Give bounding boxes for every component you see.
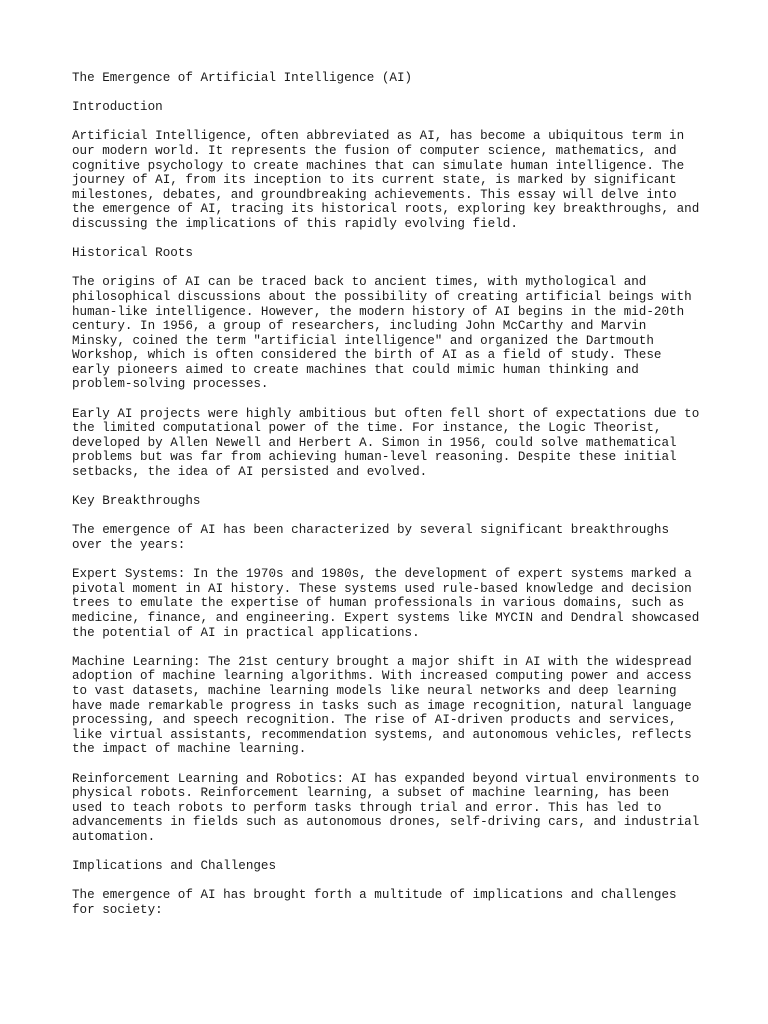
text-line: developed by Allen Newell and Herbert A. Simon in 1956, could solve mathematical (72, 435, 677, 450)
paragraph (72, 655, 712, 757)
text-line: Workshop, which is often considered the birth of AI as a field of study. These (72, 348, 662, 363)
text-line: cognitive psychology to create machines that can simulate human intelligence. The (72, 158, 685, 173)
paragraph (72, 567, 712, 640)
text-line: the potential of AI in practical applications. (72, 625, 420, 640)
paragraph (72, 275, 712, 392)
text-line: physical robots. Reinforcement learning, a subset of machine learning, has been (72, 786, 670, 801)
text-line: century. In 1956, a group of researchers, including John McCarthy and Marvin (72, 319, 647, 334)
text-line: the impact of machine learning. (72, 742, 307, 757)
text-line: the emergence of AI, tracing its historical roots, exploring key breakthroughs, and (72, 202, 700, 217)
text-line: human-like intelligence. However, the modern history of AI begins in the mid-20th (72, 304, 685, 319)
text-line: adoption of machine learning algorithms. With increased computing power and access (72, 669, 692, 684)
text-line: have made remarkable progress in tasks such as image recognition, natural language (72, 698, 692, 713)
paragraph (72, 523, 712, 552)
title-line: The Emergence of Artificial Intelligence (AI) (72, 71, 413, 85)
section-heading (72, 100, 712, 115)
text-line: Artificial Intelligence, often abbreviated as AI, has become a ubiquitous term in (72, 129, 685, 144)
text-line: The emergence of AI has brought forth a multitude of implications and challenges (72, 888, 677, 903)
text-line: milestones, debates, and groundbreaking achievements. This essay will delve into (72, 187, 677, 202)
text-line: for society: (72, 902, 163, 917)
paragraph (72, 772, 712, 845)
text-line: Reinforcement Learning and Robotics: AI has expanded beyond virtual environments to (72, 771, 700, 786)
text-line: like virtual assistants, recommendation systems, and autonomous vehicles, reflects (72, 727, 692, 742)
text-line: over the years: (72, 538, 186, 552)
text-line: Historical Roots (72, 246, 193, 261)
text-line: problem-solving processes. (72, 377, 269, 392)
paragraph (72, 129, 712, 231)
section-heading (72, 246, 712, 261)
text-line: philosophical discussions about the possibility of creating artificial beings with (72, 289, 692, 304)
document-title (72, 71, 712, 86)
text-line: pivotal moment in AI history. These systems used rule-based knowledge and decision (72, 581, 692, 596)
text-line: the limited computational power of the time. For instance, the Logic Theorist, (72, 421, 662, 436)
text-line: medicine, finance, and engineering. Expert systems like MYCIN and Dendral showcased (72, 610, 700, 625)
text-line: automation. (72, 829, 156, 844)
section-heading (72, 859, 712, 874)
text-line: used to teach robots to perform tasks through trial and error. This has led to (72, 800, 662, 815)
document-body (72, 71, 712, 932)
text-line: problems but was far from achieving human-level reasoning. Despite these initial (72, 450, 677, 465)
text-line: journey of AI, from its inception to its current state, is marked by significant (72, 173, 677, 188)
text-line: Introduction (72, 100, 163, 115)
paragraph-list (72, 100, 712, 917)
paragraph (72, 888, 712, 917)
text-line: our modern world. It represents the fusion of computer science, mathematics, and (72, 143, 677, 158)
text-line: early pioneers aimed to create machines that could mimic human thinking and (72, 362, 639, 377)
text-line: discussing the implications of this rapidly evolving field. (72, 216, 518, 231)
text-line: Expert Systems: In the 1970s and 1980s, the development of expert systems marked a (72, 567, 692, 582)
section-heading (72, 494, 712, 509)
text-line: setbacks, the idea of AI persisted and evolved. (72, 465, 428, 480)
text-line: The origins of AI can be traced back to ancient times, with mythological and (72, 275, 647, 290)
text-line: Early AI projects were highly ambitious but often fell short of expectations due to (72, 406, 700, 421)
text-line: Machine Learning: The 21st century brought a major shift in AI with the widespread (72, 654, 692, 669)
text-line: processing, and speech recognition. The rise of AI-driven products and services, (72, 713, 677, 728)
text-line: to vast datasets, machine learning models like neural networks and deep learning (72, 683, 677, 698)
text-line: The emergence of AI has been characterized by several significant breakthroughs (72, 523, 670, 538)
paragraph (72, 407, 712, 480)
text-line: Key Breakthroughs (72, 494, 201, 509)
text-line: Minsky, coined the term "artificial intelligence" and organized the Dartmouth (72, 333, 654, 348)
text-line: trees to emulate the expertise of human professionals in various domains, such as (72, 596, 685, 611)
text-line: Implications and Challenges (72, 859, 277, 874)
text-line: advancements in fields such as autonomous drones, self-driving cars, and industrial (72, 815, 700, 830)
